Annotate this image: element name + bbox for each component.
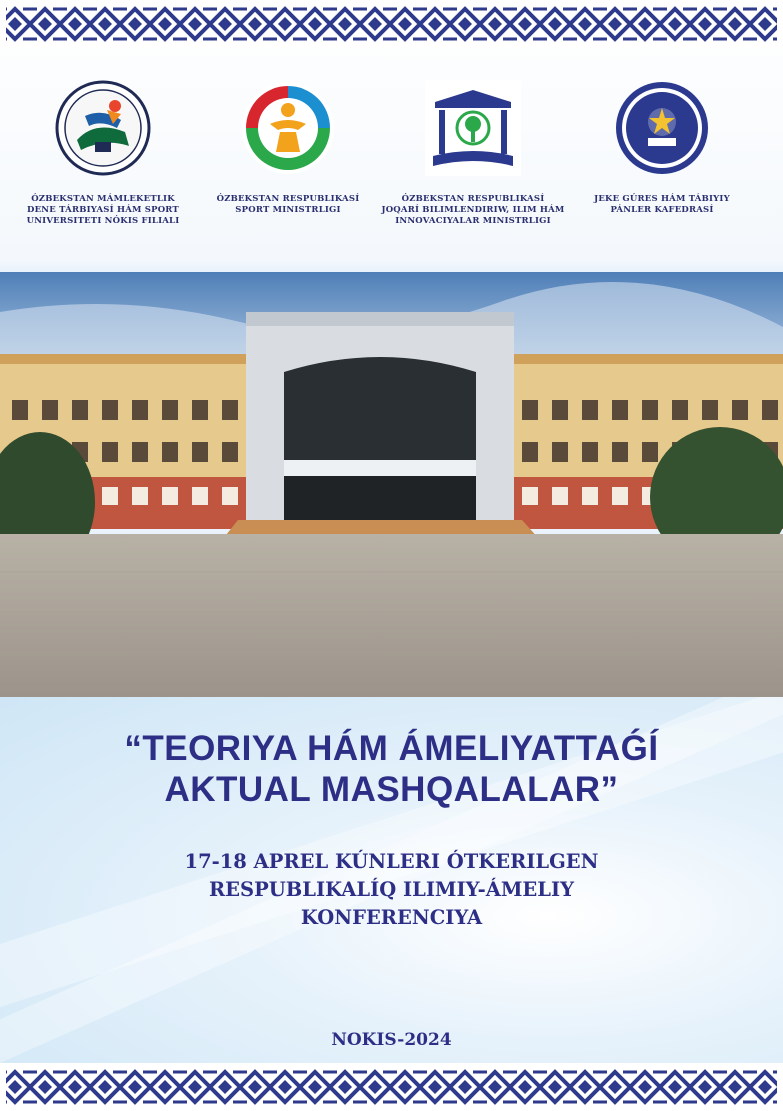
- higher-education-ministry-emblem-icon: [425, 80, 521, 176]
- subtitle-line: RESPUBLIKALÍQ ILIMIY-ÁMELIY: [208, 878, 575, 901]
- logo-row: [0, 80, 783, 270]
- logo-caption-line: SPORT MINISTRLIGI: [235, 205, 341, 215]
- logo-caption-line: ÓZBEKSTAN RESPUBLIKASÍ: [401, 194, 545, 204]
- logo-caption-line: ÓZBEKSTAN RESPUBLIKASÍ: [216, 194, 360, 204]
- logo-higher-education-ministry: [378, 80, 568, 227]
- sport-ministry-emblem-icon: [240, 80, 336, 176]
- title-line: AKTUAL MASHQALALAR”: [164, 770, 619, 809]
- top-ornament-band: [0, 0, 783, 48]
- conference-subtitle: [0, 848, 783, 932]
- logo-department: [567, 80, 757, 216]
- city-year: NOKIS-2024: [331, 1030, 452, 1050]
- title-line: “TEORIYA HÁM ÁMELIYATTAǴÍ: [124, 729, 659, 768]
- department-seal-icon: [614, 80, 710, 176]
- logo-caption-line: UNIVERSITETI NÓKIS FILIALI: [26, 216, 180, 226]
- university-building-photo: [0, 272, 783, 697]
- logo-university: [8, 80, 198, 227]
- logo-caption-line: PÁNLER KAFEDRASÍ: [610, 205, 714, 215]
- bottom-ornament-band: [0, 1063, 783, 1111]
- logo-caption-line: DENE TÁRBIYASÍ HÁM SPORT: [27, 205, 179, 215]
- logo-caption-line: JOQARÍ BILIMLENDIRIW, ILIM HÁM: [381, 205, 565, 215]
- logo-caption-line: JEKE GÚRES HÁM TÁBIYIY: [594, 194, 730, 204]
- subtitle-line: KONFERENCIYA: [300, 906, 483, 929]
- university-sports-emblem-icon: [55, 80, 151, 176]
- subtitle-line: 17-18 APREL KÚNLERI ÓTKERILGEN: [184, 850, 599, 873]
- logo-sport-ministry: [193, 80, 383, 216]
- logo-caption-line: ÓZBEKSTAN MÁMLEKETLIK: [31, 194, 175, 204]
- logo-caption-line: INNOVACIYALAR MINISTRLIGI: [395, 216, 551, 226]
- conference-title: [0, 728, 783, 810]
